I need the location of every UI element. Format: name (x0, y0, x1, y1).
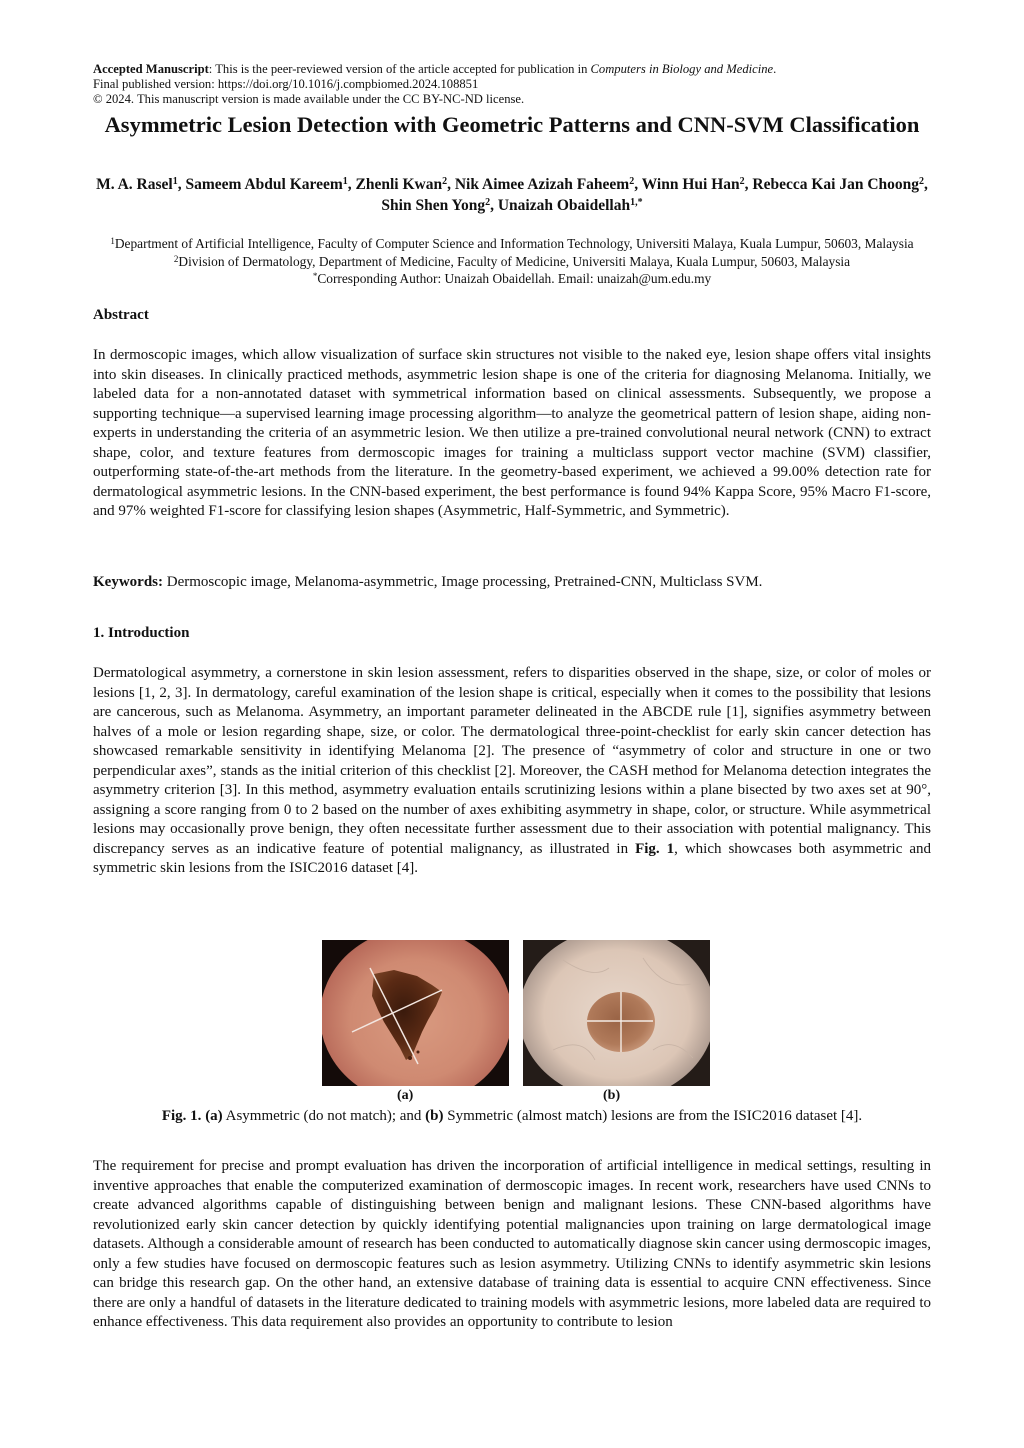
author-name: Nik Aimee Azizah Faheem (454, 176, 630, 193)
affiliation-2 (93, 253, 931, 271)
authors-container (96, 176, 928, 214)
abstract-text: In dermoscopic images, which allow visualization of surface skin structures not visible to the naked eye, lesion shape offers vital insights into skin diseases. In clinically practiced methods, asymmetric lesion shape is one of the criteria for diagnosing Melanoma. Initially, we labeled data for a non-annotated dataset with symmetrical information based on clinical assessments. Subsequently, we propose a supporting technique—a supervised learning image processing algorithm—to analyze the geometrical pattern of lesion shape, aiding non-experts in understanding the criteria of an asymmetric lesion. We then utilize a pre-trained convolutional neural network (CNN) to extract shape, color, and texture features from dermoscopic images for training a multiclass support vector machine (SVM) classifier, outperforming state-of-the-art methods from the literature. In the geometry-based experiment, we achieved a 99.00% detection rate for dermatological asymmetric lesions. In the CNN-based experiment, the best performance is found 94% Kappa Score, 95% Macro F1-score, and 97% weighted F1-score for classifying lesion shapes (Asymmetric, Half-Symmetric, and Symmetric). (93, 347, 931, 519)
keywords-text: Dermoscopic image, Melanoma-asymmetric, Image processing, Pretrained-CNN, Multiclass SVM. (163, 574, 763, 590)
intro-p1-text: Dermatological asymmetry, a cornerstone in skin lesion assessment, refers to disparities observed in the shape, size, or color of moles or lesions [1, 2, 3]. In dermatology, careful examination of the lesion shape is critical, especially when it comes to the possibility that lesions are cancerous, such as Melanoma. Asymmetry, an important parameter delineated in the ABCDE rule [1], signifies asymmetry between halves of a mole or lesion regarding shape, size, or color. The dermatological three-point-checklist for early skin cancer detection has showcased remarkable sensitivity in identifying Melanoma [2]. The presence of “asymmetry of color and structure in one or two perpendicular axes”, stands as the initial criterion of this checklist [2]. Moreover, the CASH method for Melanoma detection integrates the asymmetry criterion [3]. In this method, asymmetry evaluation entails scrutinizing lesions within a plane bisected by two axes set at 90°, assigning a score ranging from 0 to 2 based on the number of axes exhibiting asymmetry in shape, color, or structure. While asymmetrical lesions may occasionally prove benign, they often necessitate further assessment due to their association with potential malignancy. This discrepancy serves as an indicative feature of potential malignancy, as illustrated in (93, 665, 931, 857)
notice-line-1 (93, 62, 933, 77)
intro-paragraph-2: The requirement for precise and prompt evaluation has driven the incorporation of artificial intelligence in medical settings, resulting in inventive approaches that enable the computerized examination of dermoscopic images. In recent work, researchers have used CNNs to create advanced algorithms capable of distinguishing between benign and malignant lesions. These CNN-based algorithms have revolutionized early skin cancer detection by quickly identifying potential malignancies upon training on large dermatological image datasets. Although a considerable amount of research has been conducted to automatically diagnose skin cancer using dermoscopic images, only a few studies have focused on dermoscopic features such as lesion asymmetry. Utilizing CNNs to identify asymmetric skin lesions can bridge this research gap. On the other hand, an extensive database of training data is essential to acquire CNN effectiveness. Since there are only a handful of datasets in the literature dedicated to training models with asymmetric lesions, more labeled data are required to enhance effectiveness. This data requirement also provides an opportunity to contribute to lesion (93, 1158, 931, 1330)
author-separator: , (177, 176, 186, 193)
keywords-label: Keywords: (93, 574, 163, 590)
final-version-line: Final published version: https://doi.org/10.1016/j.compbiomed.2024.108851 (93, 77, 479, 91)
keywords (93, 573, 931, 593)
corresponding-author (93, 270, 931, 288)
manuscript-notice (93, 62, 933, 107)
author-separator: , (744, 176, 753, 193)
author-name: Unaizah Obaidellah (497, 197, 631, 214)
author-affiliation-marker: 2 (629, 176, 635, 187)
author-name: Zhenli Kwan (355, 176, 443, 193)
author-separator: , (924, 176, 928, 193)
author-affiliation-marker: 2 (919, 176, 925, 187)
affiliation-1-marker: 1 (110, 236, 115, 246)
intro-p1-text-end: , which showcases both asymmetric and symmetric skin lesions from the ISIC2016 dataset [4]. (93, 840, 931, 876)
affiliation-1-text: Department of Artificial Intelligence, Faculty of Computer Science and Information Technology, Universiti Malaya, Kuala Lumpur, 50603, Malaysia (114, 236, 914, 251)
author-separator: , (634, 176, 642, 193)
author-affiliation-marker: 1,* (630, 197, 643, 208)
journal-name: Computers in Biology and Medicine (590, 62, 774, 76)
author-affiliation-marker: 2 (739, 176, 745, 187)
figure-reference: Fig. 1 (635, 840, 675, 857)
corresponding-marker: * (312, 271, 318, 281)
subfigure-label-a: (a) (397, 1088, 414, 1103)
notice-text: : This is the peer-reviewed version of the article accepted for publication in (208, 62, 591, 76)
caption-b-text: Symmetric (almost match) lesions are from the ISIC2016 dataset [4]. (443, 1108, 863, 1124)
introduction-heading: 1. Introduction (93, 625, 190, 641)
caption-a-tag: (a) (205, 1108, 223, 1124)
author-separator: , (490, 197, 498, 214)
author-name: Winn Hui Han (641, 176, 740, 193)
author-affiliation-marker: 1 (342, 176, 348, 187)
author-name: Shin Shen Yong (381, 197, 486, 214)
subfigure-label-b: (b) (603, 1088, 621, 1103)
corresponding-text: Corresponding Author: Unaizah Obaidellah. Email: unaizah@um.edu.my (317, 271, 712, 286)
author-affiliation-marker: 1 (172, 176, 178, 187)
paper-title: Asymmetric Lesion Detection with Geometric Patterns and CNN-SVM Classification (104, 112, 920, 137)
author-affiliation-marker: 2 (485, 197, 491, 208)
affiliation-1 (93, 235, 931, 253)
intro-paragraph-1 (93, 664, 931, 879)
figure-1-caption (93, 1107, 931, 1126)
caption-b-tag: (b) (425, 1108, 444, 1124)
caption-fig-label: Fig. 1. (161, 1108, 202, 1124)
figure-1 (322, 940, 710, 1086)
caption-a-text: Asymmetric (do not match); and (222, 1108, 426, 1124)
author-name: Rebecca Kai Jan Choong (752, 176, 920, 193)
affiliation-2-text: Division of Dermatology, Department of Medicine, Faculty of Medicine, Universiti Malaya, Kuala Lumpur, 50603, Malaysia (178, 253, 851, 269)
abstract-heading: Abstract (93, 307, 149, 323)
author-separator: , (447, 176, 455, 193)
author-name: M. A. Rasel (96, 176, 173, 193)
notice-period: . (773, 62, 777, 76)
asymmetric-lesion-image (322, 940, 509, 1086)
author-list (93, 174, 931, 216)
license-line: © 2024. This manuscript version is made available under the CC BY-NC-ND license. (93, 92, 525, 106)
author-affiliation-marker: 2 (442, 176, 448, 187)
notice-label: Accepted Manuscript (93, 62, 209, 76)
affiliations (93, 235, 931, 288)
symmetric-lesion-image (523, 940, 710, 1086)
author-separator: , (347, 176, 356, 193)
affiliation-2-marker: 2 (173, 253, 179, 264)
author-name: Sameem Abdul Kareem (185, 176, 343, 193)
